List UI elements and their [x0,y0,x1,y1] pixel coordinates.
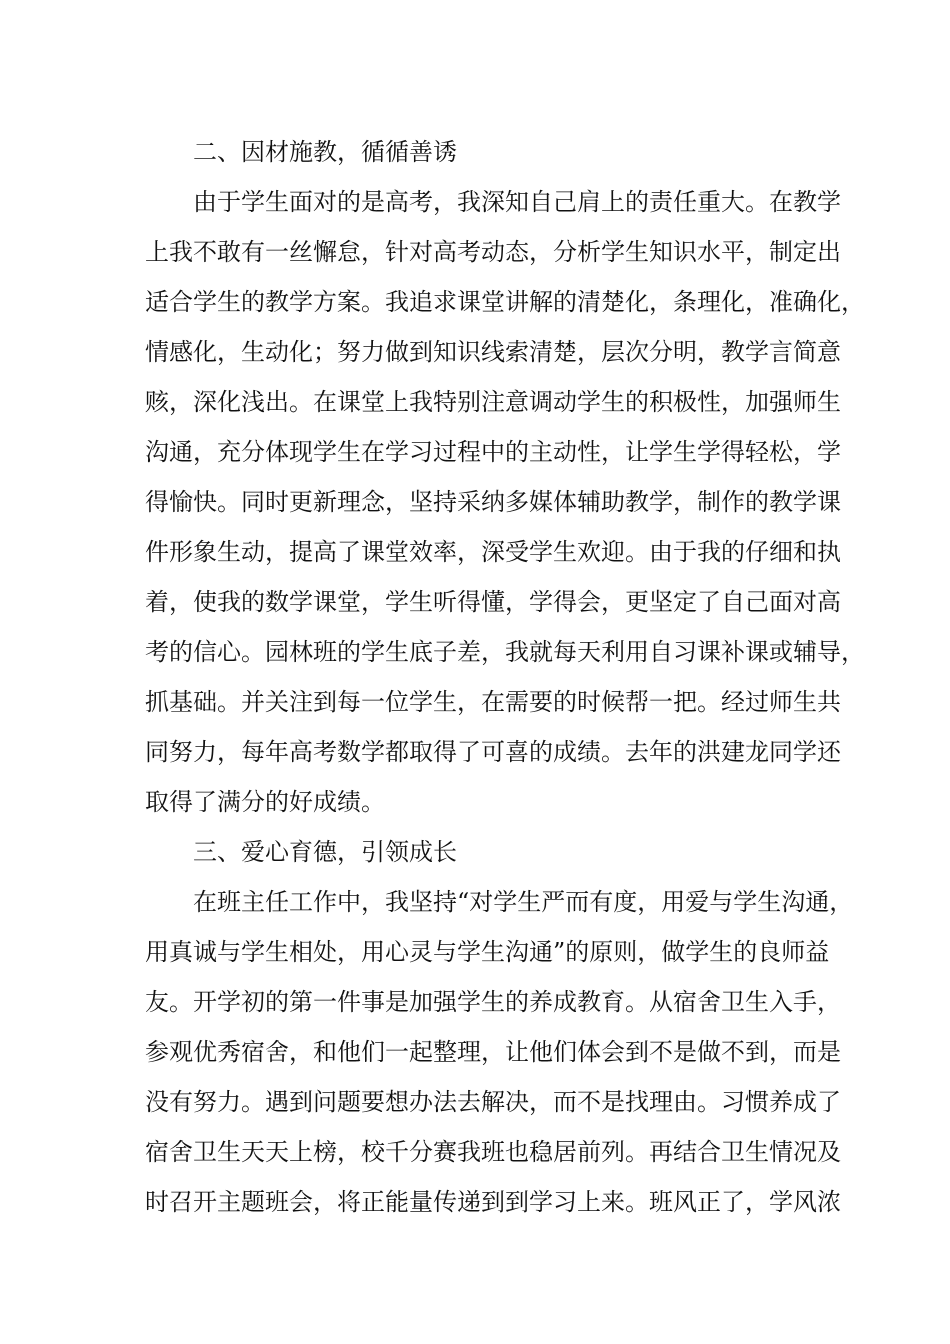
paragraph-line: 同努力，每年高考数学都取得了可喜的成绩。去年的洪建龙同学还 [145,738,841,766]
paragraph-line: 情感化，生动化；努力做到知识线索清楚，层次分明，教学言简意 [145,338,841,366]
section-paragraph-2 [145,177,865,827]
paragraph-line: 时召开主题班会，将正能量传递到到学习上来。班风正了，学风浓 [145,1188,841,1216]
paragraph-line: 用真诚与学生相处，用心灵与学生沟通”的原则，做学生的良师益 [145,938,830,966]
paragraph-line: 友。开学初的第一件事是加强学生的养成教育。从宿舍卫生入手， [145,988,841,1016]
paragraph-line: 没有努力。遇到问题要想办法去解决，而不是找理由。习惯养成了 [145,1088,841,1116]
paragraph-line: 赅，深化浅出。在课堂上我特别注意调动学生的积极性，加强师生 [145,388,841,416]
paragraph-line: 适合学生的教学方案。我追求课堂讲解的清楚化，条理化，准确化， [145,288,865,316]
paragraph-line: 参观优秀宿舍，和他们一起整理，让他们体会到不是做不到，而是 [145,1038,841,1066]
section-heading-2: 二、因材施教，循循善诱 [193,138,457,166]
paragraph-line: 沟通，充分体现学生在学习过程中的主动性，让学生学得轻松，学 [145,438,841,466]
paragraph-line: 在班主任工作中，我坚持“对学生严而有度，用爱与学生沟通， [193,888,854,916]
paragraph-line: 抓基础。并关注到每一位学生，在需要的时候帮一把。经过师生共 [145,688,841,716]
paragraph-line: 得愉快。同时更新理念，坚持采纳多媒体辅助教学，制作的教学课 [145,488,841,516]
section-heading-3: 三、爱心育德，引领成长 [193,838,457,866]
section-paragraph-3 [145,877,854,1227]
paragraph-line: 件形象生动，提高了课堂效率，深受学生欢迎。由于我的仔细和执 [145,538,841,566]
paragraph-line: 取得了满分的好成绩。 [145,788,385,816]
paragraph-line: 上我不敢有一丝懈怠，针对高考动态，分析学生知识水平，制定出 [145,238,841,266]
paragraph-line: 考的信心。园林班的学生底子差，我就每天利用自习课补课或辅导， [145,638,865,666]
paragraph-line: 由于学生面对的是高考，我深知自己肩上的责任重大。在教学 [193,188,841,216]
paragraph-line: 宿舍卫生天天上榜，校千分赛我班也稳居前列。再结合卫生情况及 [145,1138,841,1166]
document-body [145,127,865,1227]
paragraph-line: 着，使我的数学课堂，学生听得懂，学得会，更坚定了自己面对高 [145,588,841,616]
